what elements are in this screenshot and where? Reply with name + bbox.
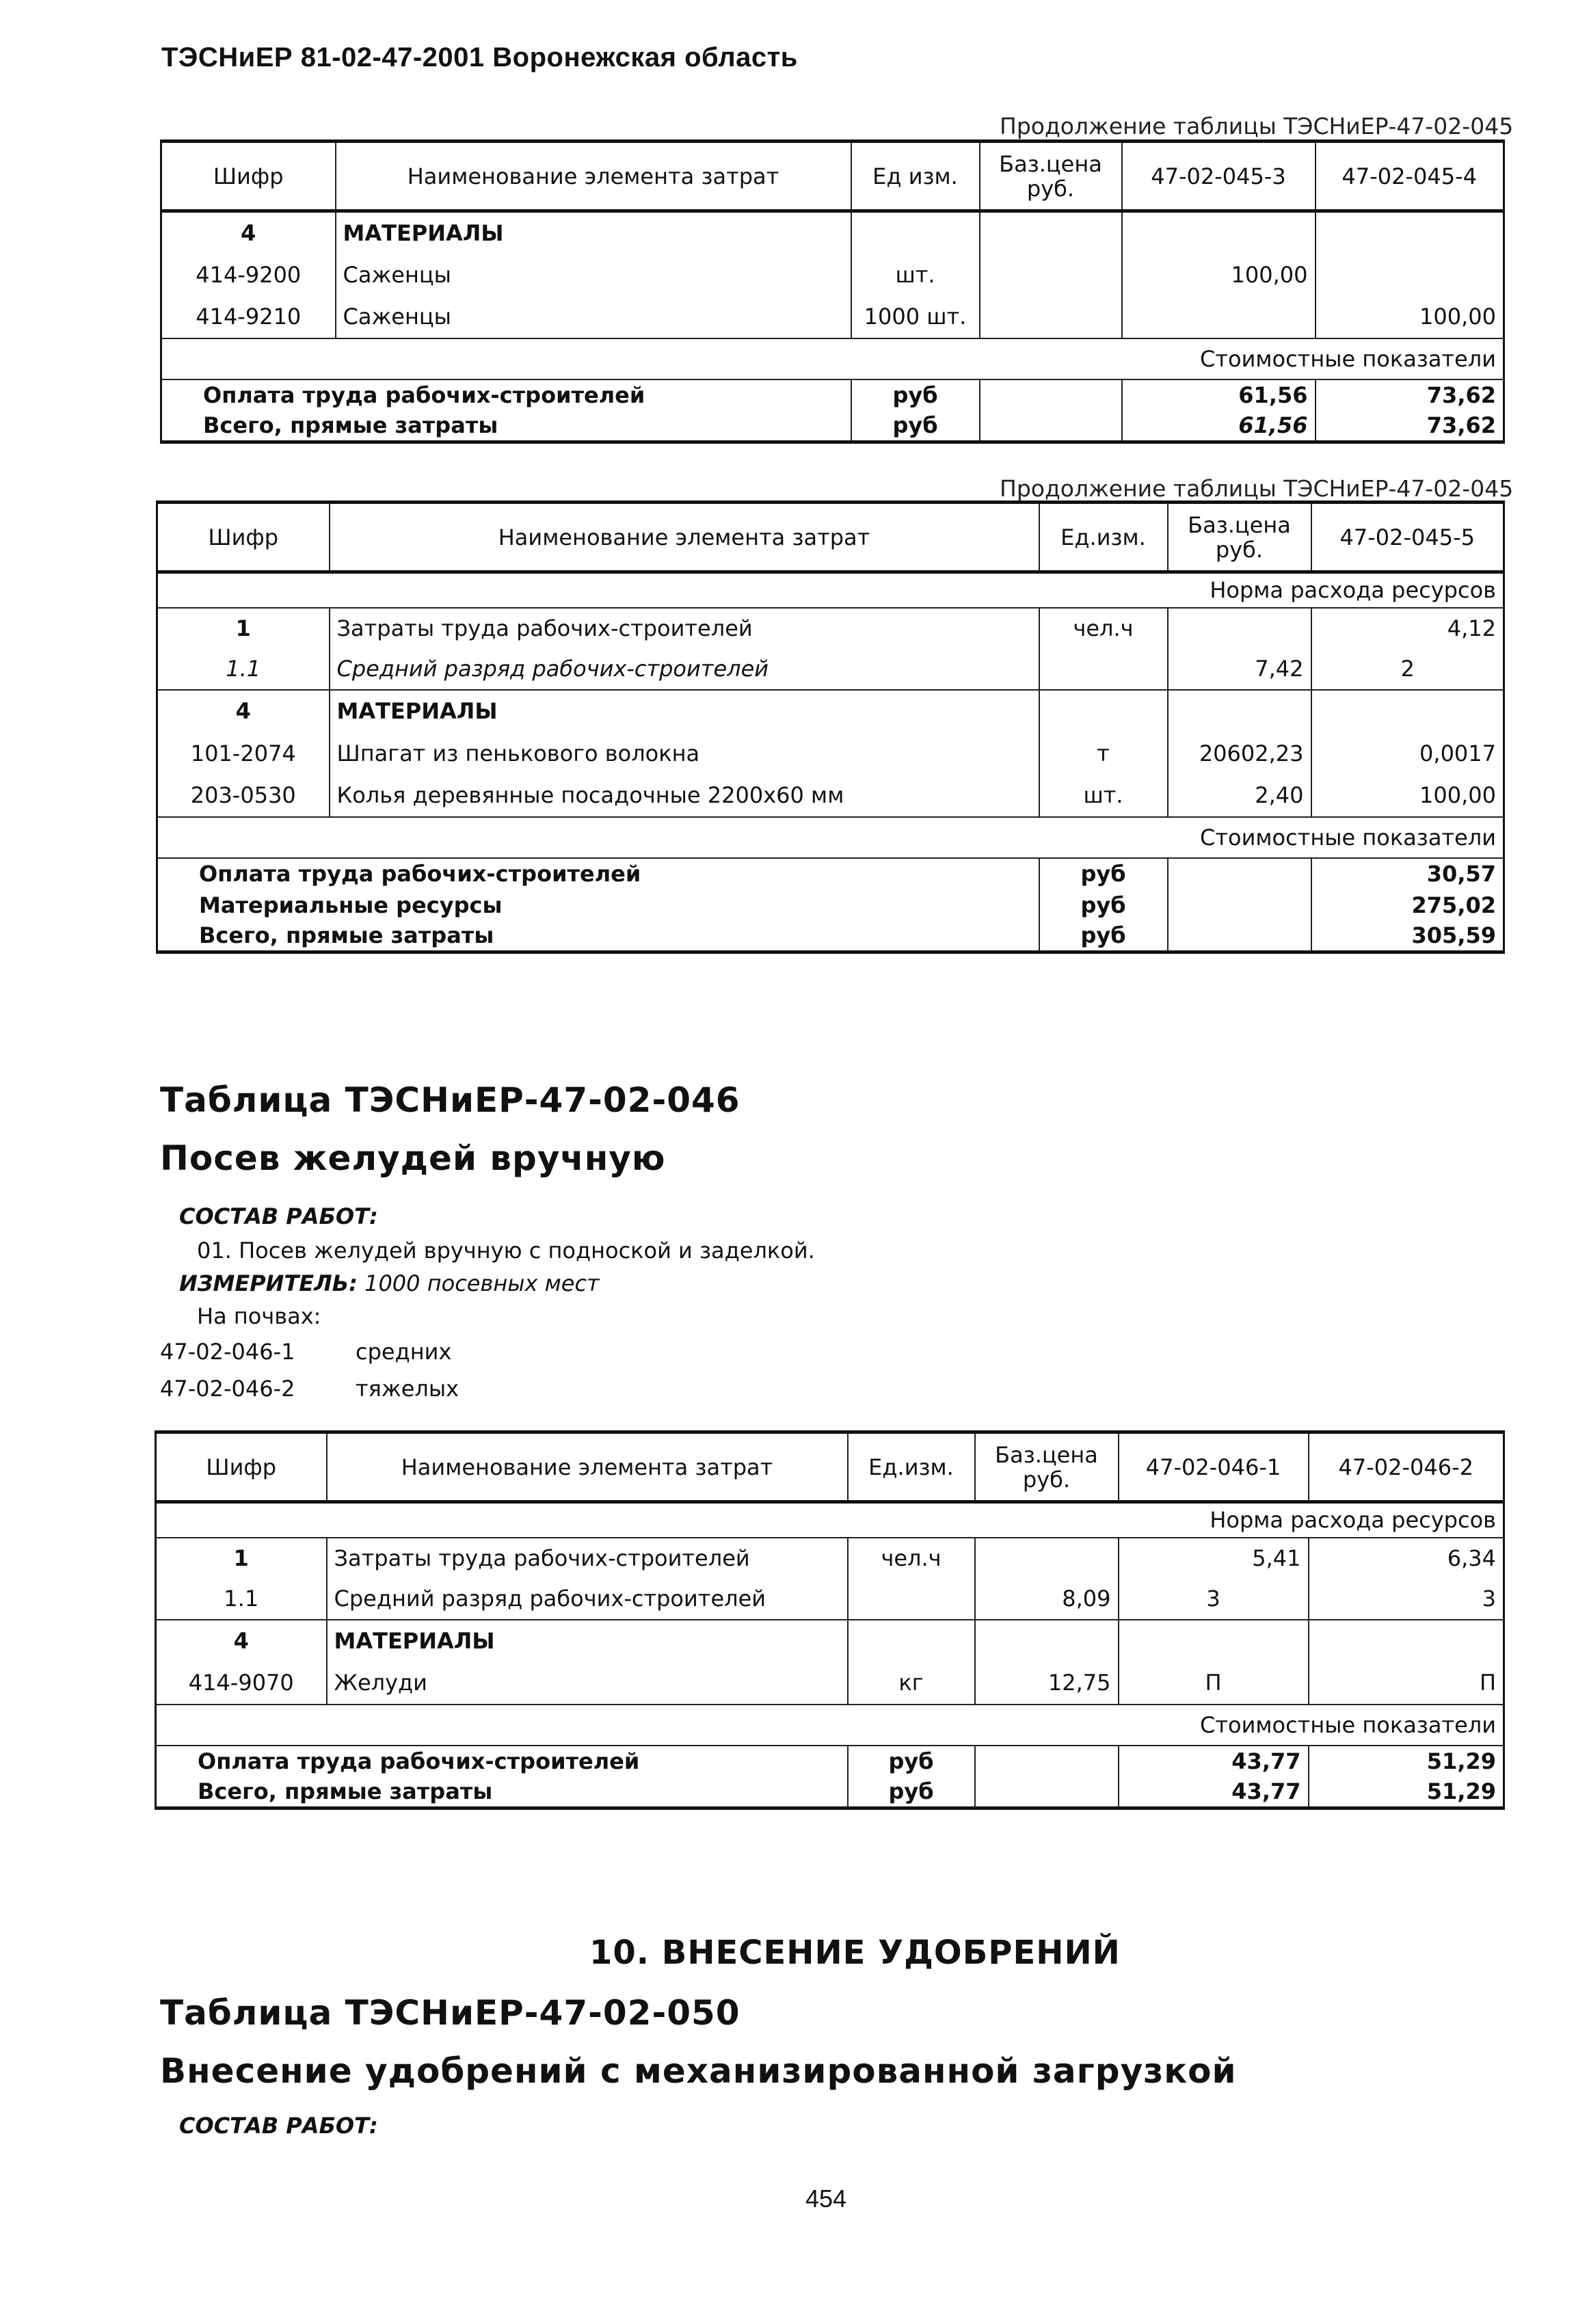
table-row	[157, 608, 1504, 649]
row-name: Желуди	[327, 1662, 848, 1705]
work-title-046: Посев желудей вручную	[160, 1138, 666, 1178]
page-number: 454	[805, 2185, 847, 2213]
row-price	[1168, 690, 1311, 732]
col-header-norm-4: 47-02-045-4	[1316, 142, 1504, 211]
col-header-norm-5: 47-02-045-5	[1311, 503, 1504, 572]
section-row	[161, 338, 1504, 379]
row-code: 1	[156, 1538, 327, 1579]
row-name: Затраты труда рабочих-строителей	[327, 1538, 848, 1579]
col-header-code: Шифр	[206, 1454, 277, 1480]
row-unit	[1039, 690, 1168, 732]
totals-row	[157, 890, 1504, 921]
totals-unit: руб	[1039, 858, 1168, 890]
row-value: 2	[1311, 649, 1504, 690]
totals-label: Оплата труда рабочих-строителей	[157, 858, 1039, 890]
section-row	[156, 1705, 1504, 1746]
row-code: 414-9210	[196, 304, 302, 330]
totals-label: Всего, прямые затраты	[199, 922, 494, 949]
meter-line	[179, 1270, 600, 1296]
row-code: 414-9200	[196, 261, 302, 288]
totals-value-4: 73,62	[1316, 379, 1504, 411]
row-name: Средний разряд рабочих-строителей	[330, 649, 1039, 690]
row-unit: кг	[848, 1662, 975, 1705]
table-row	[157, 690, 1504, 732]
row-unit: чел.ч	[848, 1538, 975, 1579]
work-title-050: Внесение удобрений с механизированной загрузкой	[160, 2051, 1237, 2091]
code-item-2	[160, 1376, 459, 1402]
code: 47-02-046-1	[160, 1339, 295, 1365]
totals-price	[980, 411, 1122, 442]
row-name: МАТЕРИАЛЫ	[330, 690, 1039, 732]
row-value-1: П	[1119, 1662, 1309, 1705]
totals-label: Оплата труда рабочих-строителей	[156, 1746, 848, 1777]
row-value-2: 6,34	[1309, 1538, 1504, 1579]
totals-value: 305,59	[1311, 921, 1504, 952]
totals-row	[161, 379, 1504, 411]
totals-value-2: 51,29	[1309, 1746, 1504, 1777]
col-header-norm-3: 47-02-045-3	[1122, 142, 1316, 211]
totals-value-1: 43,77	[1119, 1777, 1309, 1808]
code-item-1	[160, 1339, 452, 1365]
totals-value-2: 51,29	[1309, 1777, 1504, 1808]
row-unit	[848, 1579, 975, 1620]
section-label: Стоимостные показатели	[157, 817, 1504, 858]
row-unit	[851, 211, 980, 254]
table-row	[157, 649, 1504, 690]
row-unit: шт.	[1039, 775, 1168, 817]
col-header-code: Шифр	[208, 524, 279, 550]
table2	[156, 500, 1505, 954]
row-value: 4,12	[1311, 608, 1504, 649]
totals-row	[157, 858, 1504, 890]
row-value-3: 100,00	[1122, 254, 1316, 296]
section-row	[157, 572, 1504, 608]
totals-unit: руб	[851, 411, 980, 442]
meter-label: ИЗМЕРИТЕЛЬ:	[179, 1270, 358, 1296]
row-value-4	[1316, 211, 1504, 254]
totals-value: 30,57	[1311, 858, 1504, 890]
col-header-code: Шифр	[213, 163, 284, 189]
row-code: 203-0530	[190, 782, 296, 808]
totals-label: Материальные ресурсы	[199, 892, 503, 918]
row-price: 8,09	[975, 1579, 1119, 1620]
row-unit: 1000 шт.	[851, 296, 980, 338]
col-header-price: Баз.цена руб.	[1168, 503, 1311, 572]
col-header-price: Баз.цена руб.	[975, 1432, 1119, 1502]
row-price: 20602,23	[1168, 732, 1311, 775]
table-row	[157, 775, 1504, 817]
totals-label: Оплата труда рабочих-строителей	[161, 379, 851, 411]
row-unit: чел.ч	[1039, 608, 1168, 649]
row-code: 4	[156, 1620, 327, 1662]
row-name: Саженцы	[336, 296, 851, 338]
totals-label: Всего, прямые затраты	[203, 412, 498, 439]
section-heading-10: 10. ВНЕСЕНИЕ УДОБРЕНИЙ	[589, 1934, 1121, 1972]
row-price	[980, 296, 1122, 338]
row-price	[1168, 608, 1311, 649]
table-row	[157, 732, 1504, 775]
col-header-norm-1: 47-02-046-1	[1119, 1432, 1309, 1502]
section-label: Стоимостные показатели	[161, 338, 1504, 379]
row-value-1	[1119, 1620, 1309, 1662]
totals-row	[156, 1746, 1504, 1777]
section-row	[156, 1502, 1504, 1538]
table-title-046: Таблица ТЭСНиЕР-47-02-046	[160, 1080, 740, 1120]
section-label: Норма расхода ресурсов	[1210, 1507, 1496, 1534]
totals-unit: руб	[848, 1746, 975, 1777]
table-row	[156, 1579, 1504, 1620]
totals-value-1: 43,77	[1119, 1746, 1309, 1777]
totals-value-3: 61,56	[1122, 411, 1316, 442]
composition-label: СОСТАВ РАБОТ:	[179, 1203, 378, 1229]
row-name: МАТЕРИАЛЫ	[336, 211, 851, 254]
row-unit: шт.	[851, 254, 980, 296]
table-row	[156, 1538, 1504, 1579]
row-price: 7,42	[1168, 649, 1311, 690]
composition-item: 01. Посев желудей вручную с подноской и заделкой.	[197, 1238, 815, 1264]
row-code: 1.1	[224, 1586, 259, 1612]
totals-price	[1168, 921, 1311, 952]
row-value-4: 100,00	[1316, 296, 1504, 338]
col-header-name: Наименование элемента затрат	[327, 1432, 848, 1502]
row-value-2	[1309, 1620, 1504, 1662]
table-title-050: Таблица ТЭСНиЕР-47-02-050	[160, 1993, 740, 2033]
table2-continuation: Продолжение таблицы ТЭСНиЕР-47-02-045	[1000, 475, 1514, 502]
table1	[160, 139, 1505, 444]
col-header-unit: Ед.изм.	[1039, 503, 1168, 572]
row-code: 4	[157, 690, 330, 732]
table1-header-row	[161, 142, 1504, 211]
totals-value-4: 73,62	[1316, 411, 1504, 442]
totals-price	[975, 1777, 1119, 1808]
row-unit	[848, 1620, 975, 1662]
table3-header-row	[156, 1432, 1504, 1502]
totals-unit: руб	[1039, 890, 1168, 921]
section-label: Стоимостные показатели	[156, 1705, 1504, 1746]
totals-label: Всего, прямые затраты	[198, 1778, 493, 1805]
row-value-2: 3	[1309, 1579, 1504, 1620]
row-value: 0,0017	[1311, 732, 1504, 775]
section-label: Норма расхода ресурсов	[1210, 577, 1496, 604]
col-header-price: Баз.цена руб.	[980, 142, 1122, 211]
col-header-unit: Ед изм.	[851, 142, 980, 211]
table-row	[161, 296, 1504, 338]
row-value-3	[1122, 211, 1316, 254]
totals-row	[156, 1777, 1504, 1808]
col-header-name: Наименование элемента затрат	[336, 142, 851, 211]
code: 47-02-046-2	[160, 1376, 295, 1402]
row-name: Средний разряд рабочих-строителей	[327, 1579, 848, 1620]
col-header-name: Наименование элемента затрат	[330, 503, 1039, 572]
row-value: 100,00	[1311, 775, 1504, 817]
col-header-unit: Ед.изм.	[848, 1432, 975, 1502]
totals-price	[980, 379, 1122, 411]
row-code: 101-2074	[190, 740, 296, 766]
table2-header-row	[157, 503, 1504, 572]
code-desc: средних	[356, 1339, 452, 1365]
table-row	[161, 211, 1504, 254]
row-value-4	[1316, 254, 1504, 296]
row-price	[980, 254, 1122, 296]
meter-value: 1000 посевных мест	[364, 1270, 600, 1296]
row-value-1: 3	[1119, 1579, 1309, 1620]
totals-row	[161, 411, 1504, 442]
totals-value: 275,02	[1311, 890, 1504, 921]
row-name: Шпагат из пенькового волокна	[330, 732, 1039, 775]
totals-unit: руб	[851, 379, 980, 411]
totals-value-3: 61,56	[1122, 379, 1316, 411]
totals-price	[1168, 890, 1311, 921]
col-header-norm-2: 47-02-046-2	[1309, 1432, 1504, 1502]
row-price	[975, 1538, 1119, 1579]
row-value-2: П	[1309, 1662, 1504, 1705]
table1-continuation: Продолжение таблицы ТЭСНиЕР-47-02-045	[1000, 113, 1514, 139]
table-row	[161, 254, 1504, 296]
row-code: 414-9070	[188, 1670, 294, 1696]
row-code: 4	[241, 219, 256, 246]
row-name: Саженцы	[336, 254, 851, 296]
row-unit	[1039, 649, 1168, 690]
row-value-1: 5,41	[1119, 1538, 1309, 1579]
totals-row	[157, 921, 1504, 952]
row-price	[975, 1620, 1119, 1662]
row-value	[1311, 690, 1504, 732]
totals-price	[975, 1746, 1119, 1777]
page-header-title: ТЭСНиЕР 81-02-47-2001 Воронежская область	[161, 42, 798, 72]
row-code: 1	[157, 608, 330, 649]
totals-unit: руб	[848, 1777, 975, 1808]
row-code: 1.1	[226, 656, 261, 682]
row-name: Затраты труда рабочих-строителей	[330, 608, 1039, 649]
table-row	[156, 1662, 1504, 1705]
row-price: 12,75	[975, 1662, 1119, 1705]
composition-label-050: СОСТАВ РАБОТ:	[179, 2113, 378, 2139]
row-price	[980, 211, 1122, 254]
soils-label: На почвах:	[197, 1303, 321, 1329]
table-row	[156, 1620, 1504, 1662]
totals-price	[1168, 858, 1311, 890]
row-name: Колья деревянные посадочные 2200х60 мм	[330, 775, 1039, 817]
row-unit: т	[1039, 732, 1168, 775]
section-row	[157, 817, 1504, 858]
totals-unit: руб	[1039, 921, 1168, 952]
row-price: 2,40	[1168, 775, 1311, 817]
row-name: МАТЕРИАЛЫ	[327, 1620, 848, 1662]
code-desc: тяжелых	[356, 1376, 459, 1402]
table3	[155, 1430, 1505, 1810]
row-value-3	[1122, 296, 1316, 338]
